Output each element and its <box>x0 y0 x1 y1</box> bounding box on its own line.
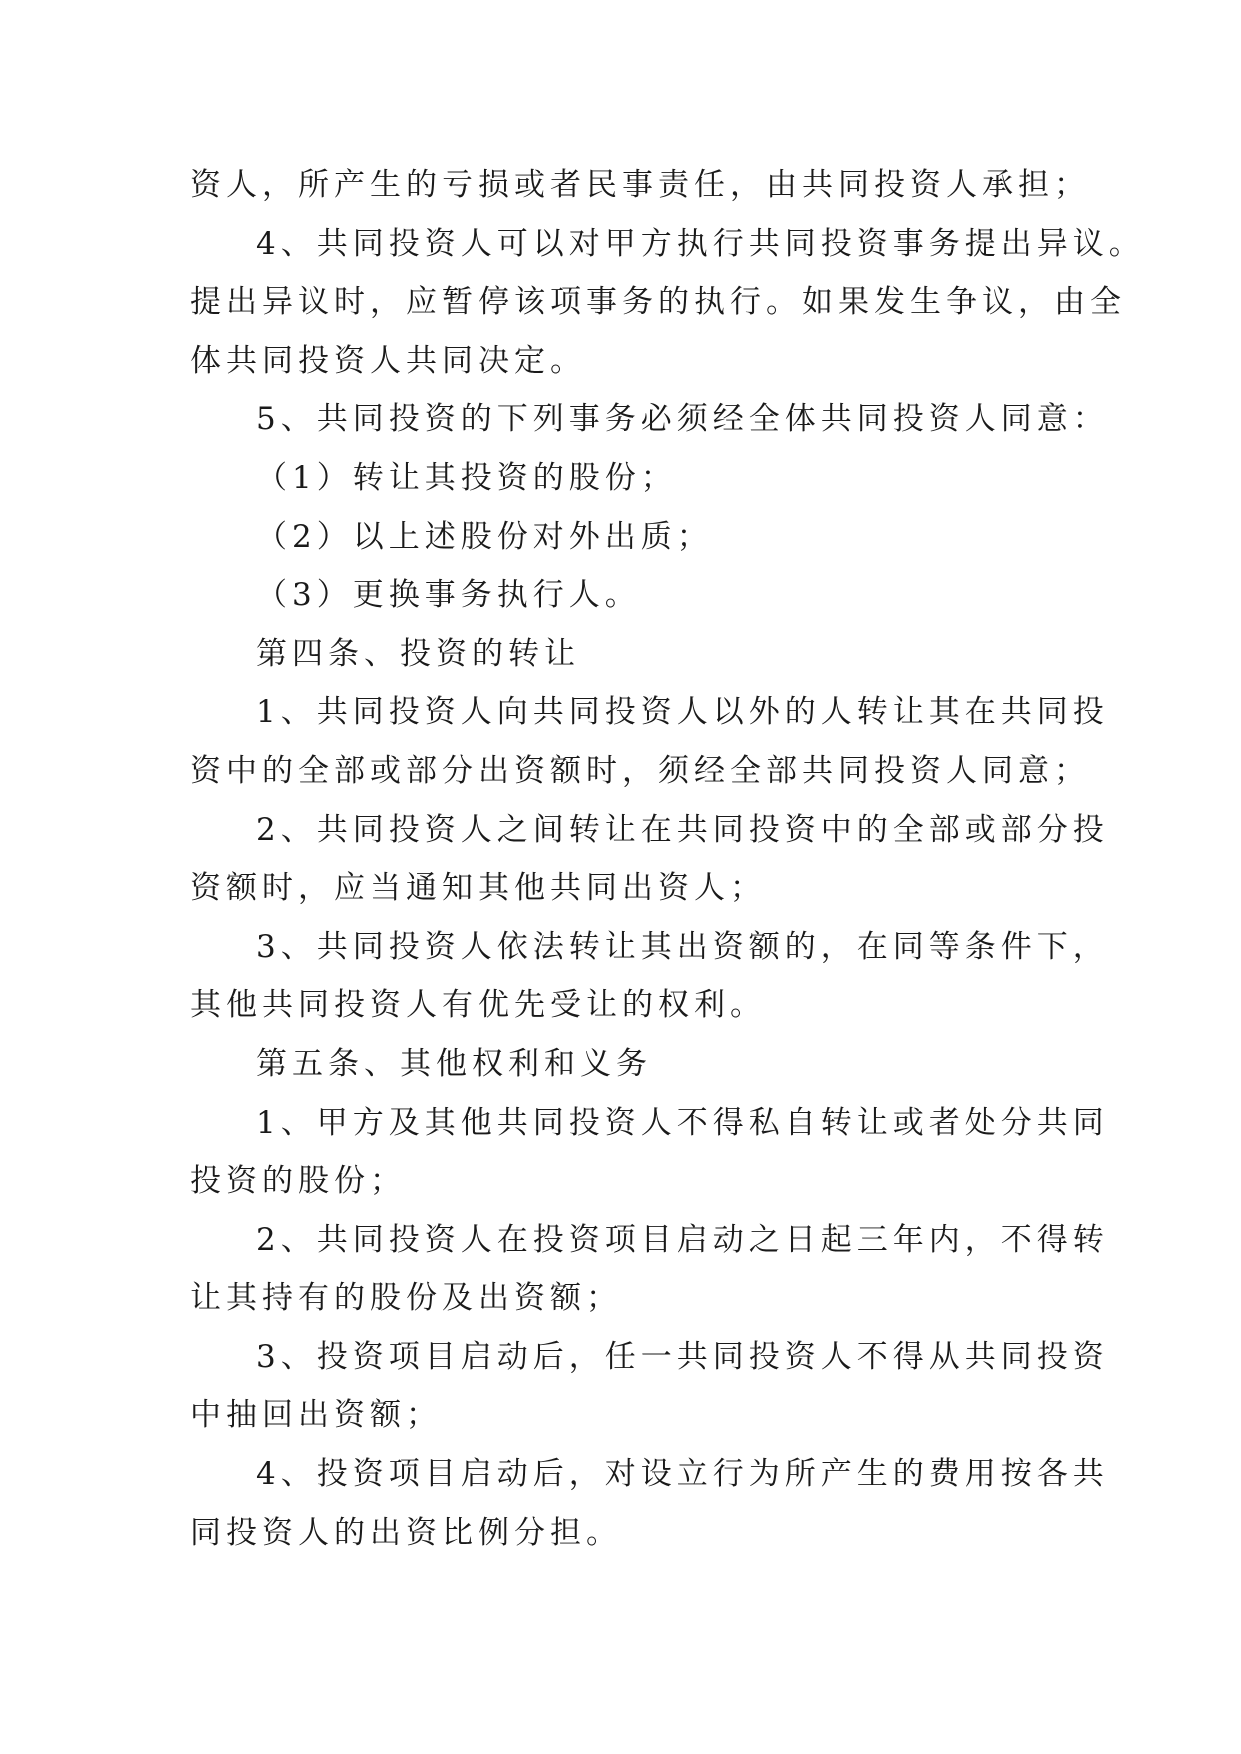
text-line: 4、投资项目启动后，对设立行为所产生的费用按各共 <box>256 1456 1109 1493</box>
text-line: 其他共同投资人有优先受让的权利。 <box>190 987 766 1024</box>
list-item: （1）转让其投资的股份； <box>256 459 677 496</box>
text-line: 同投资人的出资比例分担。 <box>190 1514 622 1551</box>
document-body <box>190 156 1145 1562</box>
list-item: （3）更换事务执行人。 <box>256 577 641 614</box>
text-line: 2、共同投资人在投资项目启动之日起三年内，不得转 <box>256 1221 1109 1258</box>
text-line: 资中的全部或部分出资额时，须经全部共同投资人同意； <box>190 752 1090 789</box>
text-line: 1、共同投资人向共同投资人以外的人转让其在共同投 <box>256 694 1109 731</box>
text-line: 4、共同投资人可以对甲方执行共同投资事务提出异议。 <box>256 225 1145 262</box>
list-item: （2）以上述股份对外出质； <box>256 518 713 555</box>
section-heading: 第四条、投资的转让 <box>256 635 580 672</box>
text-line: 资人，所产生的亏损或者民事责任，由共同投资人承担； <box>190 167 1090 203</box>
text-line: 投资的股份； <box>190 1163 406 1200</box>
text-line: 1、甲方及其他共同投资人不得私自转让或者处分共同 <box>256 1104 1109 1141</box>
text-line: 提出异议时，应暂停该项事务的执行。如果发生争议，由全 <box>190 284 1126 321</box>
text-line: 5、共同投资的下列事务必须经全体共同投资人同意： <box>256 401 1109 438</box>
text-line: 让其持有的股份及出资额； <box>190 1280 622 1317</box>
text-line: 体共同投资人共同决定。 <box>190 342 586 379</box>
text-line: 中抽回出资额； <box>190 1397 442 1434</box>
section-heading: 第五条、其他权利和义务 <box>256 1045 652 1082</box>
text-line: 资额时，应当通知其他共同出资人； <box>190 870 766 907</box>
text-line: 3、共同投资人依法转让其出资额的，在同等条件下， <box>256 928 1109 965</box>
text-line: 2、共同投资人之间转让在共同投资中的全部或部分投 <box>256 811 1109 848</box>
text-line: 3、投资项目启动后，任一共同投资人不得从共同投资 <box>256 1338 1109 1375</box>
